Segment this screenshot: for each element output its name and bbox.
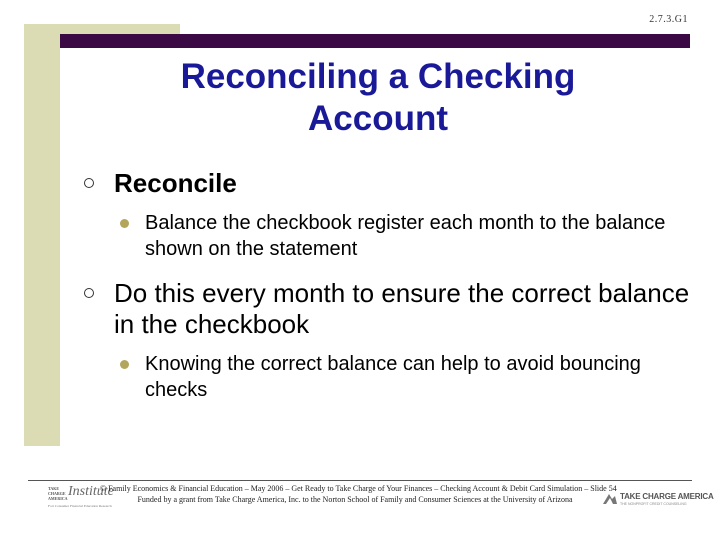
- bullet-text: Do this every month to ensure the correct balance in the checkbook: [114, 278, 690, 339]
- slide-title-line-1: Reconciling a Checking: [180, 57, 576, 96]
- slide-number: 2.7.3.G1: [649, 14, 688, 25]
- sub-bullet-text: Knowing the correct balance can help to avoid bouncing checks: [145, 353, 641, 401]
- institute-name: Institute: [68, 484, 114, 499]
- footer-credit-line-1: © Family Economics & Financial Education – May 2006 – Get Ready to Take Charge of Your Finances – Checking Account & Debit Card Simulation – Slide 54: [100, 484, 617, 493]
- decorative-sidebar: [24, 24, 60, 446]
- slide-content: [80, 168, 690, 403]
- take-charge-america-icon: [602, 492, 618, 506]
- slide-title-line-2: Account: [308, 99, 448, 138]
- bullet-reconcile: [80, 168, 690, 199]
- footer-credit-line-2: Funded by a grant from Take Charge America, Inc. to the Norton School of Family and Consumer Sciences at the University of Arizona: [137, 495, 573, 504]
- institute-subtitle: Fort Consumer Financial Education Research: [48, 504, 112, 508]
- hollow-circle-bullet-icon: [84, 178, 94, 188]
- hollow-circle-bullet-icon: [84, 288, 94, 298]
- header-bar: [60, 34, 690, 48]
- filled-circle-bullet-icon: [120, 360, 129, 369]
- sub-bullet-text: Balance the checkbook register each month to the balance shown on the statement: [145, 212, 666, 260]
- take-charge-america-tagline: THE NONPROFIT CREDIT COUNSELING: [620, 502, 687, 506]
- bullet-text: Reconcile: [114, 168, 237, 198]
- take-charge-america-name: TAKE CHARGE AMERICA: [620, 492, 714, 501]
- sub-bullet-balance: [80, 210, 690, 262]
- footer-divider: [28, 480, 692, 481]
- sub-bullet-knowing: [80, 351, 690, 403]
- bullet-every-month: [80, 278, 690, 340]
- slide-title: [60, 56, 696, 140]
- take-charge-mark: TAKE CHARGE AMERICA: [48, 486, 68, 501]
- take-charge-america-logo: [602, 490, 714, 510]
- footer-credits: [100, 483, 617, 505]
- filled-circle-bullet-icon: [120, 219, 129, 228]
